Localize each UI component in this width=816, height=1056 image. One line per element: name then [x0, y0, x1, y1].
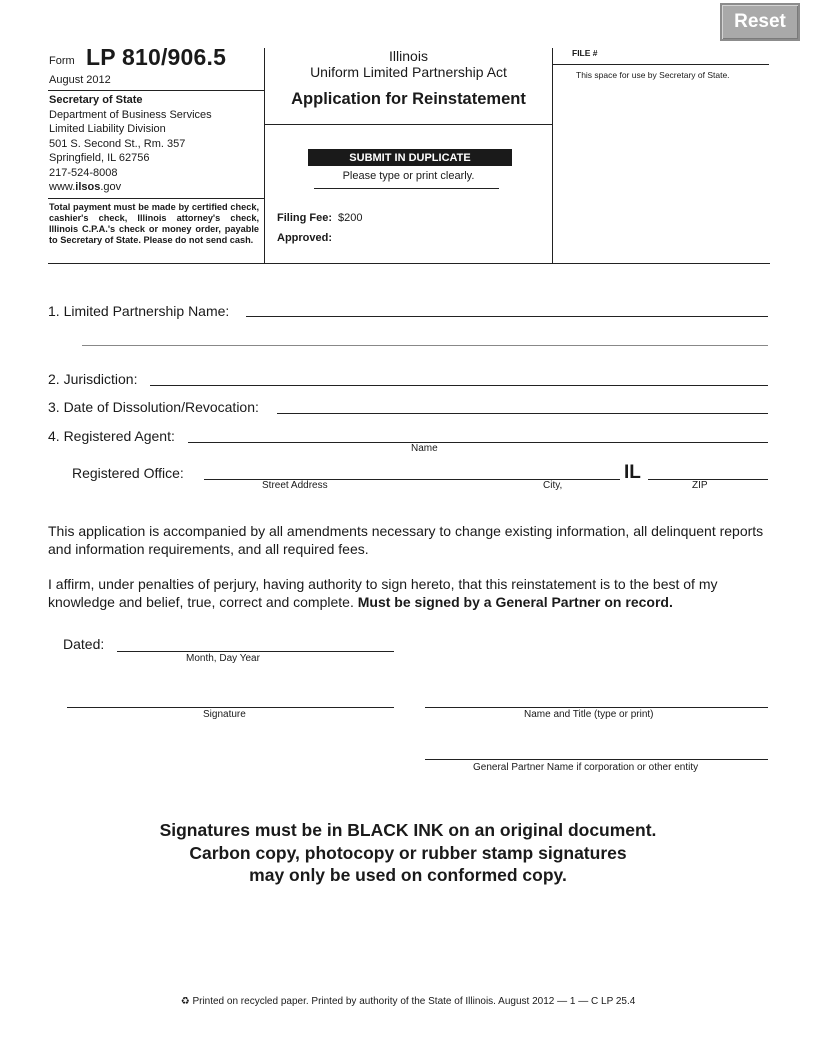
footer — [0, 996, 816, 1007]
divider — [48, 198, 264, 199]
filing-fee-value: $200 — [338, 212, 363, 224]
affirmation-text: I affirm, under penalties of perjury, having authority to sign hereto, that this reinstatement is to the best of my knowledge and belief, true, correct and complete. — [48, 576, 718, 610]
partnership-name-label: 1. Limited Partnership Name: — [48, 303, 230, 319]
page-title: Application for Reinstatement — [291, 90, 526, 108]
divider — [264, 48, 265, 264]
partnership-name-field-line2[interactable] — [82, 345, 768, 346]
reset-button[interactable]: Reset — [720, 3, 800, 41]
recycle-icon: ♻ — [180, 996, 190, 1007]
jurisdiction-label: 2. Jurisdiction: — [48, 371, 138, 387]
form-number: LP 810/906.5 — [86, 44, 227, 70]
file-number-label: FILE # — [572, 48, 598, 58]
dissolution-date-field[interactable] — [277, 413, 768, 414]
website-prefix: www. — [49, 181, 76, 193]
payment-note: Total payment must be made by certified check, cashier's check, Illinois attorney's check, Illinois C.P.A.'s check or money order, payable to Secretary of State. Please do not send cash. — [49, 202, 259, 245]
partnership-name-field[interactable] — [246, 316, 768, 317]
dated-label: Dated: — [63, 636, 105, 652]
affirmation-bold: Must be signed by a General Partner on record. — [357, 594, 673, 610]
general-partner-caption: General Partner Name if corporation or other entity — [473, 762, 699, 773]
signature-field[interactable] — [67, 707, 394, 708]
form-date: August 2012 — [49, 74, 111, 86]
office-title: Secretary of State — [49, 94, 143, 106]
street-caption: Street Address — [262, 480, 328, 491]
office-line: 217-524-8008 — [49, 166, 118, 179]
name-title-field[interactable] — [425, 707, 768, 708]
divider — [264, 124, 552, 125]
act-name: Uniform Limited Partnership Act — [310, 64, 507, 80]
website — [49, 180, 212, 195]
divider — [552, 48, 553, 264]
filing-fee-label: Filing Fee: — [277, 212, 332, 224]
name-caption: Name — [411, 443, 438, 454]
print-note: Please type or print clearly. — [342, 170, 475, 182]
website-suffix: .gov — [100, 181, 122, 193]
website-bold: ilsos — [75, 181, 101, 193]
form-prefix: Form — [49, 55, 75, 67]
footer-text: Printed on recycled paper. Printed by authority of the State of Illinois. August 2012 — 1 — C LP 25.4 — [192, 996, 636, 1007]
sos-space-note: This space for use by Secretary of State. — [576, 70, 730, 80]
notice-line: may only be used on conformed copy. — [249, 865, 567, 885]
dissolution-date-label: 3. Date of Dissolution/Revocation: — [48, 399, 259, 415]
notice-line: Signatures must be in BLACK INK on an original document. — [159, 820, 657, 840]
date-caption: Month, Day Year — [186, 653, 260, 664]
registered-office-label: Registered Office: — [72, 465, 184, 481]
state-name: Illinois — [389, 48, 428, 64]
approved-label: Approved: — [277, 232, 332, 244]
jurisdiction-field[interactable] — [150, 385, 768, 386]
submit-duplicate-banner: SUBMIT IN DUPLICATE — [308, 149, 512, 166]
divider — [314, 188, 499, 189]
office-line: 501 S. Second St., Rm. 357 — [49, 137, 186, 150]
signature-caption: Signature — [203, 709, 246, 720]
office-address — [49, 93, 212, 195]
registered-agent-field[interactable] — [188, 442, 768, 443]
office-line: Springfield, IL 62756 — [49, 152, 150, 164]
name-title-caption: Name and Title (type or print) — [524, 709, 654, 720]
header-bottom-rule — [48, 263, 770, 264]
notice-line: Carbon copy, photocopy or rubber stamp signatures — [189, 842, 627, 863]
affirmation-statement — [48, 575, 770, 611]
date-field[interactable] — [117, 651, 394, 652]
zip-caption: ZIP — [692, 480, 708, 491]
filing-fee — [277, 212, 362, 224]
registered-agent-label: 4. Registered Agent: — [48, 428, 175, 444]
general-partner-field[interactable] — [425, 759, 768, 760]
office-line: Limited Liability Division — [49, 123, 166, 135]
black-ink-notice — [0, 819, 816, 887]
zip-field[interactable] — [648, 479, 768, 480]
accompaniment-statement: This application is accompanied by all amendments necessary to change existing information, all delinquent reports and information requirements, and all required fees. — [48, 523, 764, 557]
office-line: Department of Business Services — [49, 108, 212, 121]
divider — [553, 64, 769, 65]
divider — [48, 90, 264, 91]
city-caption: City, — [543, 480, 563, 491]
state-abbr: IL — [624, 462, 641, 483]
